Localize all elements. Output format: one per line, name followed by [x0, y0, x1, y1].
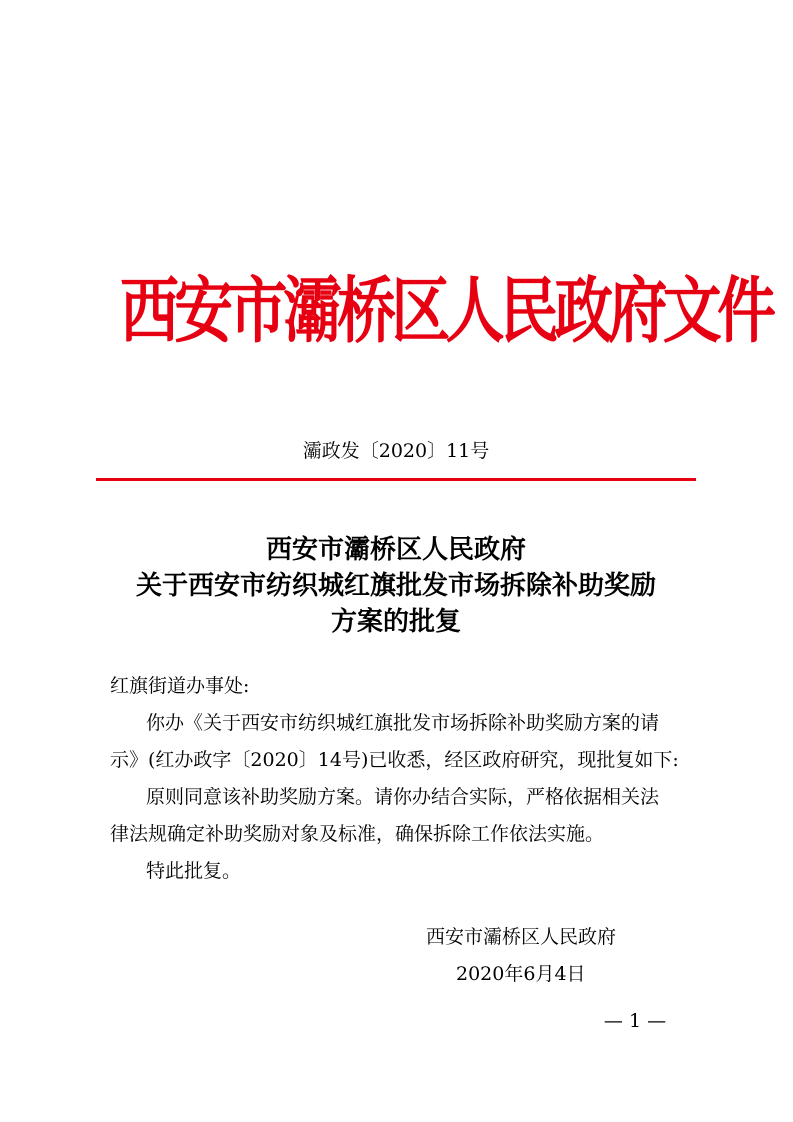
paragraph-1-line-1: 你办《关于西安市纺织城红旗批发市场拆除补助奖励方案的请 [146, 712, 660, 734]
title-line-3: 方案的批复 [330, 607, 461, 637]
paragraph-2-line-1: 原则同意该补助奖励方案。请你办结合实际，严格依据相关法 [146, 786, 660, 808]
addressee: 红旗街道办事处: [110, 675, 250, 697]
document-body [110, 668, 700, 890]
title-line-1: 西安市灞桥区人民政府 [265, 535, 526, 565]
issuer-banner: 西安市灞桥区人民政府文件 [120, 269, 772, 354]
page-number: — 1 — [603, 1010, 667, 1032]
closing-line: 特此批复。 [146, 860, 242, 882]
paragraph-1-line-2: 示》(红办政字〔2020〕14号)已收悉，经区政府研究，现批复如下: [110, 749, 679, 771]
title-line-2: 关于西安市纺织城红旗批发市场拆除补助奖励 [135, 571, 656, 601]
document-number: 灞政发〔2020〕11号 [302, 440, 490, 462]
document-title [96, 532, 696, 640]
paragraph-2-line-2: 律法规确定补助奖励对象及标准，确保拆除工作依法实施。 [110, 823, 605, 845]
signature-date: 2020年6月4日 [456, 963, 586, 985]
signature-block [400, 920, 660, 991]
red-divider-rule [96, 478, 696, 481]
signature-organization: 西安市灞桥区人民政府 [426, 926, 617, 948]
